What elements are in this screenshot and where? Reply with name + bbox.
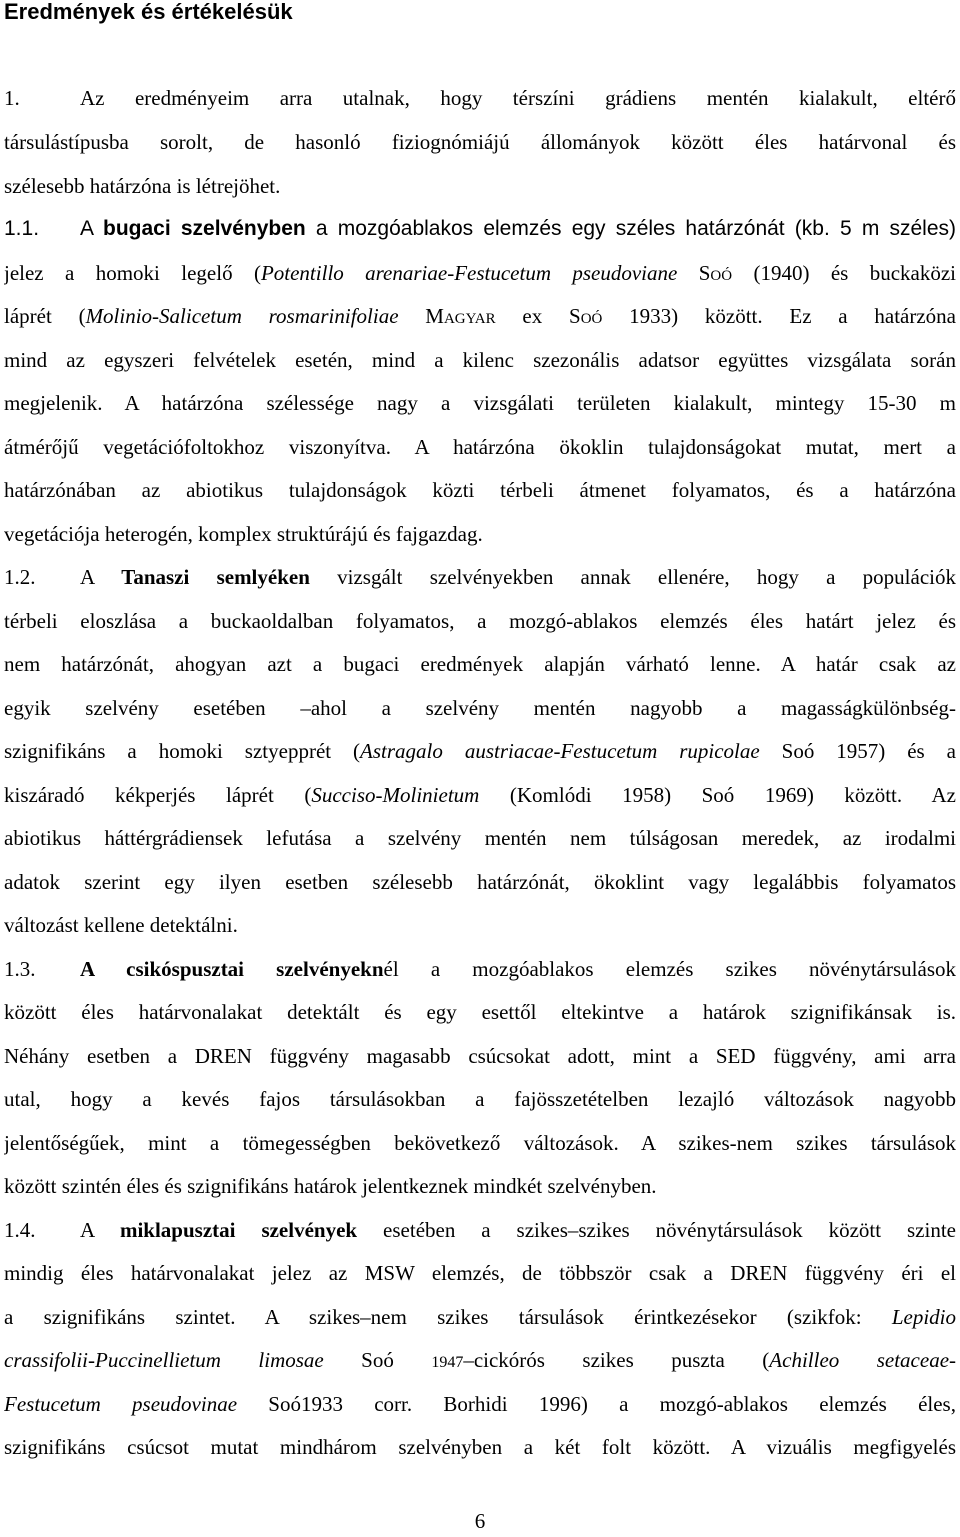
species-name: Astragalo austriacae-Festucetum rupicolae: [360, 739, 760, 763]
paragraph-1-1-line-8: vegetációja heterogén, komplex struktúrájú és fajgazdag.: [4, 522, 483, 546]
paragraph-1-3-line-3: Néhány esetben a DREN függvény magasabb csúcsokat adott, mint a SED függvény, ami arra: [4, 1044, 956, 1068]
paragraph-1-1-line-3: láprét (Molinio-Salicetum rosmarinifoliae Magyar ex Soó 1933) között. Ez a határzóna: [4, 304, 956, 328]
paragraph-1-4-line-3: a szignifikáns szintet. A szikes–nem szikes társulások érintkezésekor (szikfok: Lepidio: [4, 1305, 956, 1329]
paragraph-1-1-line-2: jelez a homoki legelő (Potentillo arenariae-Festucetum pseudoviane Soó (1940) és buckaközi: [4, 261, 956, 285]
paragraph-1-line-1: 1. Az eredményeim arra utalnak, hogy térszíni grádiens mentén kialakult, eltérő: [4, 76, 956, 120]
paragraph-1-line-3: szélesebb határzóna is létrejöhet.: [4, 174, 281, 198]
paragraph-1-4-line-1: 1.4. A miklapusztai szelvények esetében a szikes–szikes növénytársulások között szinte: [4, 1208, 956, 1252]
section-heading: Eredmények és értékelésük: [4, 0, 293, 24]
author-name: Soó: [569, 304, 603, 328]
item-number: 1.: [4, 86, 20, 110]
paragraph-1-1-line-7: határzónában az abiotikus tulajdonságok közti térbeli átmenet folyamatos, és a határzóna: [4, 478, 956, 502]
paragraph-1-2-line-8: adatok szerint egy ilyen esetben szélesebb határzónát, ökoklint vagy legalábbis folyamatos: [4, 870, 956, 894]
paragraph-1-1-line-5: megjelenik. A határzóna szélessége nagy a vizsgálati területen kialakult, mintegy 15-30 m: [4, 391, 956, 415]
species-name: crassifolii-Puccinellietum limosae: [4, 1348, 324, 1372]
species-name: Lepidio: [891, 1305, 956, 1329]
item-number: 1.1.: [4, 217, 40, 240]
paragraph-1-3-line-6: között szintén éles és szignifikáns határok jelentkeznek mindkét szelvényben.: [4, 1174, 657, 1198]
paragraph-1-1-line-4: mind az egyszeri felvételek esetén, mind a kilenc szezonális adatsor együttes vizsgálata során: [4, 348, 956, 372]
page-number: 6: [474, 1509, 486, 1533]
paragraph-1-2-line-7: abiotikus háttérgrádiensek lefutása a szelvény mentén nem túlságosan meredek, az irodalmi: [4, 826, 956, 850]
species-name: Succiso-Molinietum: [311, 783, 480, 807]
site-name: bugaci szelvényben: [103, 217, 306, 240]
paragraph-1-line-2: társulástípusba sorolt, de hasonló fiziognómiájú állományok között éles határvonal és: [4, 130, 956, 154]
paragraph-1-2-line-3: nem határzónát, ahogyan azt a bugaci eredmények alapján várható lenne. A határ csak az: [4, 652, 956, 676]
paragraph-1-3-line-4: utal, hogy a kevés fajos társulásokban a fajösszetételben lezajló változások nagyobb: [4, 1087, 956, 1111]
paragraph-1-2-line-4: egyik szelvény esetében –ahol a szelvény mentén nagyobb a magasságkülönbség-: [4, 696, 956, 720]
paragraph-1-3-line-1: 1.3. A csikóspusztai szelvényeknél a mozgóablakos elemzés szikes növénytársulások: [4, 947, 956, 991]
paragraph-1-1-line-6: átmérőjű vegetációfoltokhoz viszonyítva. A határzóna ökoklin tulajdonságokat mutat, mert a: [4, 435, 956, 459]
item-number: 1.4.: [4, 1218, 36, 1242]
site-name: A csikóspusztai szelvényekn: [80, 957, 384, 981]
paragraph-1-2-line-6: kiszáradó kékperjés láprét (Succiso-Molinietum (Komlódi 1958) Soó 1969) között. Az: [4, 783, 956, 807]
species-name: Molinio-Salicetum rosmarinifoliae: [85, 304, 399, 328]
paragraph-1-4-line-2: mindig éles határvonalakat jelez az MSW elemzés, de többször csak a DREN függvény éri el: [4, 1261, 956, 1285]
paragraph-1-2-line-5: szignifikáns a homoki sztyepprét (Astragalo austriacae-Festucetum rupicolae Soó 1957) és a: [4, 739, 956, 763]
author-name: Magyar: [425, 304, 496, 328]
item-number: 1.3.: [4, 957, 36, 981]
paragraph-1-3-line-5: jelentőségűek, mint a tömegességben bekövetkező változások. A szikes-nem szikes társulások: [4, 1131, 956, 1155]
paragraph-1-4-line-4: crassifolii-Puccinellietum limosae Soó 1947–cickórós szikes puszta (Achilleo setaceae-: [4, 1348, 956, 1372]
species-name: Festucetum pseudovinae: [4, 1392, 238, 1416]
site-name: miklapusztai szelvények: [119, 1218, 358, 1242]
year-small: 1947: [431, 1354, 464, 1371]
paragraph-1-4-line-6: szignifikáns csúcsot mutat mindhárom szelvényben a két folt között. A vizuális megfigyelés: [4, 1435, 956, 1459]
paragraph-1-1-line-1: 1.1. A bugaci szelvényben a mozgóablakos elemzés egy széles határzónát (kb. 5 m széles): [4, 207, 956, 251]
paragraph-1-2-line-2: térbeli eloszlása a buckaoldalban folyamatos, a mozgó-ablakos elemzés éles határt jelez és: [4, 609, 956, 633]
author-name: Soó: [698, 261, 733, 285]
paragraph-1-2-line-1: 1.2. A Tanaszi semlyéken vizsgált szelvényekben annak ellenére, hogy a populációk: [4, 555, 956, 599]
paragraph-1-3-line-2: között éles határvonalakat detektált és egy esettől eltekintve a határok szignifikánsak is.: [4, 1000, 956, 1024]
paragraph-1-2-line-9: változást kellene detektálni.: [4, 913, 238, 937]
species-name: Potentillo arenariae-Festucetum pseudoviane: [260, 261, 678, 285]
species-name: Achilleo setaceae-: [769, 1348, 956, 1372]
site-name: Tanaszi semlyéken: [121, 565, 310, 589]
item-number: 1.2.: [4, 565, 36, 589]
paragraph-1-4-line-5: Festucetum pseudovinae Soó1933 corr. Borhidi 1996) a mozgó-ablakos elemzés éles,: [4, 1392, 956, 1416]
